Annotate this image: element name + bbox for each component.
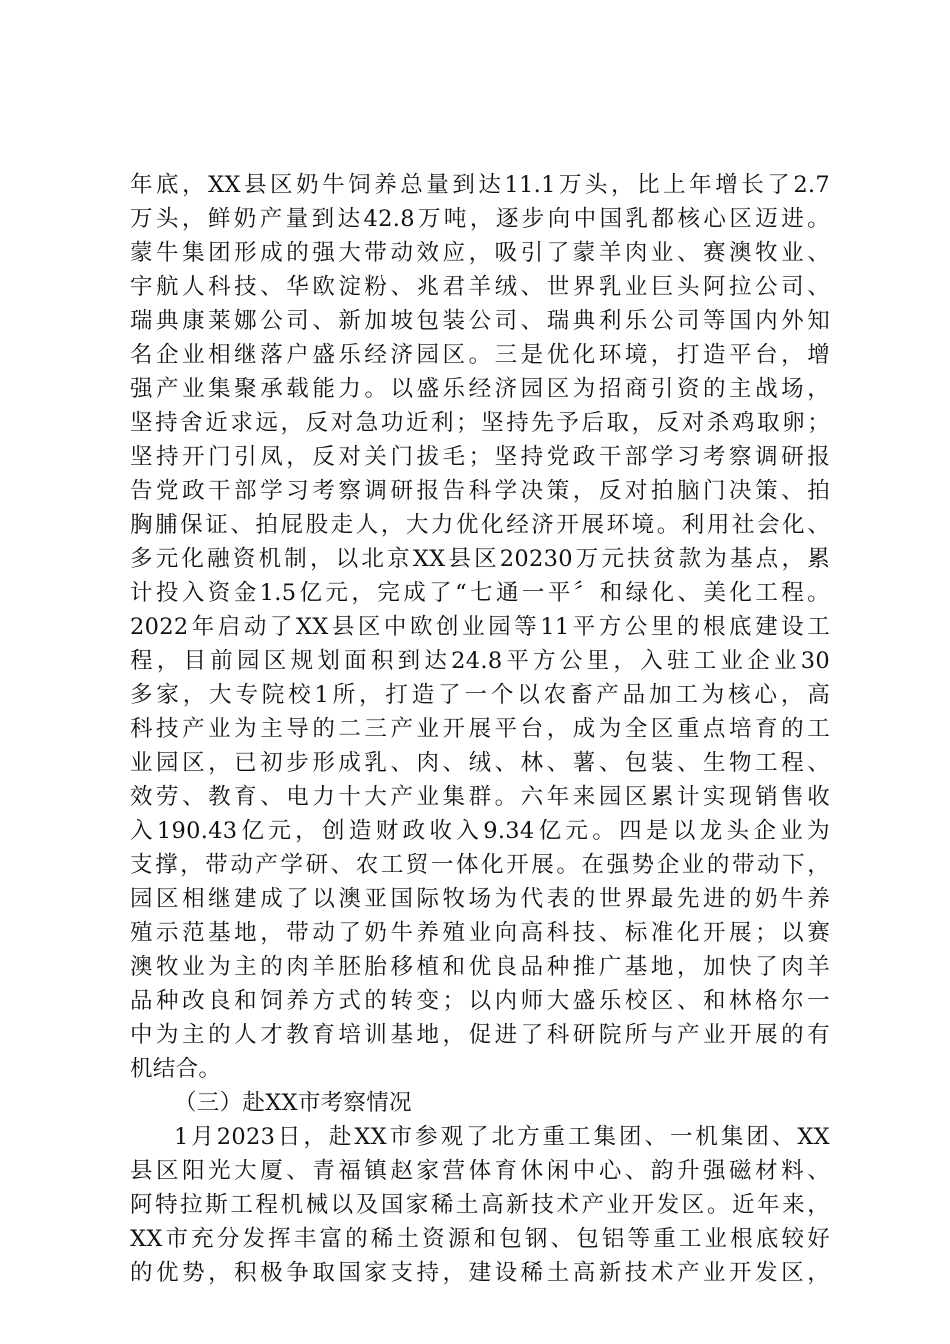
text-line: 机结合。 [130,1056,222,1082]
text-line: 计投入资金1.5亿元，完成了“七通一平〞和绿化、美化工程。 [130,580,830,606]
text-line: XX市充分发挥丰富的稀土资源和包钢、包铝等重工业根底较好 [130,1226,830,1252]
text-line: 效劳、教育、电力十大产业集群。六年来园区累计实现销售收 [130,784,830,810]
text-line: 的优势，积极争取国家支持，建设稀土高新技术产业开发区， [130,1260,830,1286]
text-line: 业园区，已初步形成乳、肉、绒、林、薯、包装、生物工程、 [130,750,830,776]
text-line: 2022年启动了XX县区中欧创业园等11平方公里的根底建设工 [130,614,830,640]
section-heading: （三）赴XX市考察情况 [174,1090,412,1116]
text-line: 园区相继建成了以澳亚国际牧场为代表的世界最先进的奶牛养 [130,886,830,912]
text-line: 坚持舍近求远，反对急功近利；坚持先予后取，反对杀鸡取卵； [130,410,830,436]
text-line: 蒙牛集团形成的强大带动效应，吸引了蒙羊肉业、赛澳牧业、 [130,240,830,266]
text-line: 中为主的人才教育培训基地，促进了科研院所与产业开展的有 [130,1022,830,1048]
text-line: 殖示范基地，带动了奶牛养殖业向高科技、标准化开展；以赛 [130,920,830,946]
text-line: 程，目前园区规划面积到达24.8平方公里，入驻工业企业30 [130,648,830,674]
text-line: 县区阳光大厦、青福镇赵家营体育休闲中心、韵升强磁材料、 [130,1158,830,1184]
text-line: 瑞典康莱娜公司、新加坡包装公司、瑞典利乐公司等国内外知 [130,308,830,334]
text-line: 品种改良和饲养方式的转变；以内师大盛乐校区、和林格尔一 [130,988,830,1014]
text-line: 胸脯保证、拍屁股走人，大力优化经济开展环境。利用社会化、 [130,512,830,538]
text-line: 科技产业为主导的二三产业开展平台，成为全区重点培育的工 [130,716,830,742]
text-line: 阿特拉斯工程机械以及国家稀土高新技术产业开发区。近年来， [130,1192,830,1218]
text-line: 年底，XX县区奶牛饲养总量到达11.1万头，比上年增长了2.7 [130,172,830,198]
text-line: 名企业相继落户盛乐经济园区。三是优化环境，打造平台，增 [130,342,830,368]
text-line: 万头，鲜奶产量到达42.8万吨，逐步向中国乳都核心区迈进。 [130,206,830,232]
text-line: 坚持开门引凤，反对关门拔毛；坚持党政干部学习考察调研报 [130,444,830,470]
text-line: 支撑，带动产学研、农工贸一体化开展。在强势企业的带动下， [130,852,830,878]
text-line: 1月2023日，赴XX市参观了北方重工集团、一机集团、XX [174,1124,830,1150]
text-line: 入190.43亿元，创造财政收入9.34亿元。四是以龙头企业为 [130,818,830,844]
text-line: 澳牧业为主的肉羊胚胎移植和优良品种推广基地，加快了肉羊 [130,954,830,980]
text-line: 宇航人科技、华欧淀粉、兆君羊绒、世界乳业巨头阿拉公司、 [130,274,830,300]
text-line: 多元化融资机制，以北京XX县区20230万元扶贫款为基点，累 [130,546,830,572]
body-text [130,168,830,1290]
text-line: 强产业集聚承载能力。以盛乐经济园区为招商引资的主战场， [130,376,830,402]
text-line: 告党政干部学习考察调研报告科学决策，反对拍脑门决策、拍 [130,478,830,504]
text-line: 多家，大专院校1所，打造了一个以农畜产品加工为核心，高 [130,682,830,708]
